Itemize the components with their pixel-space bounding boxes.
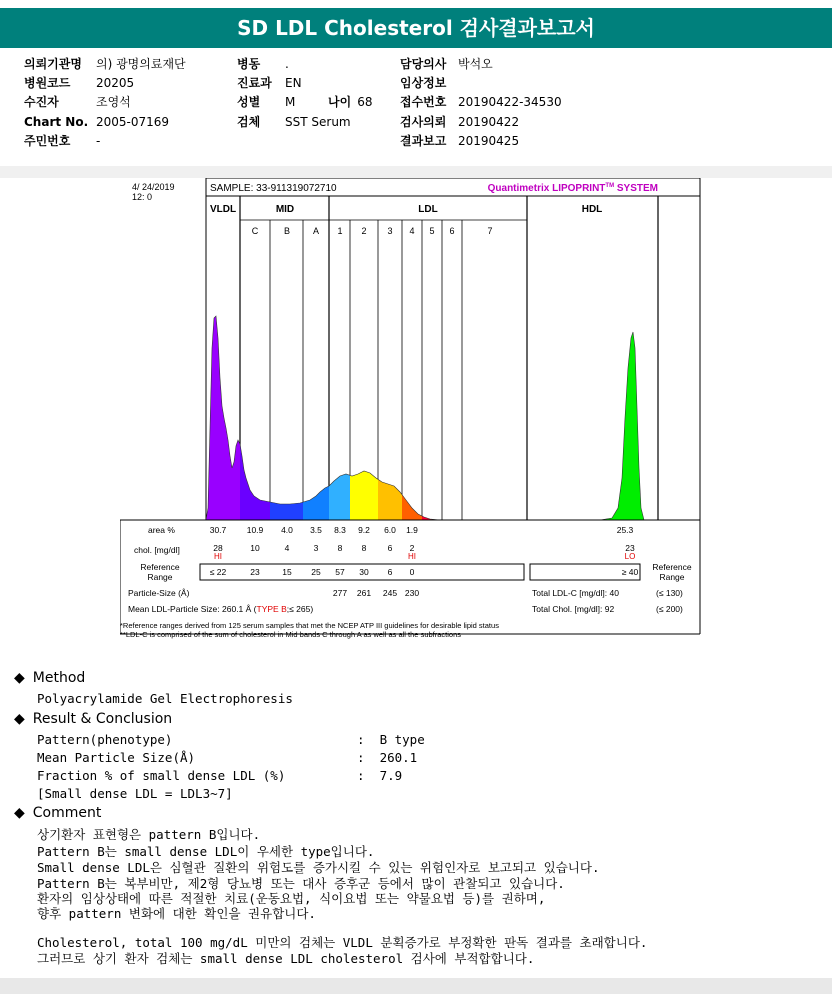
comment-line: 그러므로 상기 환자 검체는 small dense LDL cholesterol 검사에 부적합합니다.: [37, 951, 535, 966]
info-id-number: 주민번호 -: [24, 134, 101, 148]
chart-brand: Quantimetrix LIPOPRINT™ SYSTEM: [487, 183, 658, 194]
chol-value: 2: [409, 543, 415, 553]
result-line-fraction: Fraction % of small dense LDL (%) : 7.9: [37, 768, 403, 783]
info-chart-no: Chart No. 2005-07169: [24, 115, 170, 129]
report-title: SD LDL Cholesterol 검사결과보고서: [0, 8, 832, 48]
footnote-2: **LDL-C is comprised of the sum of cholesterol in Mid bands C through A as well as all the subfractions: [120, 630, 462, 639]
area-label: area %: [148, 525, 175, 535]
chart-date: 4/ 24/2019: [132, 182, 175, 192]
method-text: Polyacrylamide Gel Electrophoresis: [37, 691, 293, 706]
info-request-date: 검사의뢰 20190422: [400, 115, 520, 129]
subband-label: A: [312, 226, 320, 236]
subband-labels: [252, 226, 493, 236]
footnote-1: *Reference ranges derived from 125 serum samples that met the NCEP ATP III guidelines for desirable lipid status: [120, 621, 499, 630]
area-value: 6.0: [384, 525, 396, 535]
ref-value: 57: [335, 567, 345, 577]
chol-value: 8: [337, 543, 343, 553]
band-dividers: [240, 196, 658, 520]
info-sex: 성별 M: [237, 95, 296, 109]
profile-outline: [206, 316, 658, 520]
particle-value: 277: [332, 588, 348, 598]
comment-line: 향후 pattern 변화에 대한 확인을 권유합니다.: [37, 906, 316, 921]
group-labels: [210, 204, 602, 215]
info-report-date: 결과보고 20190425: [400, 134, 520, 148]
subband-label: 4: [409, 226, 415, 236]
ref-value: 23: [250, 567, 260, 577]
total-ldl-ref: (≤ 130): [656, 588, 683, 598]
info-doctor: 담당의사 박석오: [400, 57, 493, 71]
chol-value: 4: [284, 543, 290, 553]
profile-band-fill: [462, 196, 527, 520]
diamond-bullet-icon: ◆: [14, 711, 25, 727]
ref-value: 30: [359, 567, 369, 577]
subband-label: 3: [387, 226, 393, 236]
area-value: 1.9: [406, 525, 418, 535]
total-chol: Total Chol. [mg/dl]: 92: [532, 604, 615, 614]
group-label-ldl: LDL: [418, 204, 438, 215]
chol-flag: HI: [214, 552, 222, 561]
lipid-profile-curve: [206, 196, 658, 520]
chol-value: 6: [387, 543, 393, 553]
profile-band-fill: [206, 196, 240, 520]
comment-heading: ◆ Comment: [14, 805, 102, 821]
bottom-band: [0, 978, 832, 994]
hdl-chol-value: 23: [625, 543, 635, 553]
ref-label-2: Range: [147, 572, 173, 582]
profile-band-fill: [422, 196, 442, 520]
area-value: 8.3: [334, 525, 346, 535]
hdl-area-value: 25.3: [616, 525, 634, 535]
ref-label-1: Reference: [140, 562, 180, 572]
lipoprint-chart: [120, 178, 701, 638]
group-label-vldl: VLDL: [209, 204, 237, 215]
subband-label: 1: [337, 226, 343, 236]
hdl-ref-label-2: Range: [659, 572, 685, 582]
ref-value: 15: [282, 567, 292, 577]
profile-band-fill: [350, 196, 378, 520]
profile-band-fill: [378, 196, 402, 520]
comment-line: Small dense LDL은 심혈관 질환의 위험도를 증가시킬 수 있는 위험인자로 보고되고 있습니다.: [37, 860, 600, 875]
diamond-bullet-icon: ◆: [14, 805, 25, 821]
chol-label: chol. [mg/dl]: [134, 545, 180, 555]
particle-value: 245: [382, 588, 398, 598]
info-clinical: 임상정보: [400, 76, 447, 90]
result-line-size: Mean Particle Size(Å) : 260.1: [37, 750, 418, 765]
subband-label: 2: [361, 226, 367, 236]
chol-flag: HI: [408, 552, 416, 561]
area-value: 3.5: [310, 525, 322, 535]
separator-band: [0, 166, 832, 178]
particle-value: 261: [356, 588, 372, 598]
comment-line: Pattern B는 복부비만, 제2형 당뇨병 또는 대사 증후군 등에서 많이 관찰되고 있습니다.: [37, 876, 565, 891]
area-value: 30.7: [209, 525, 227, 535]
comment-line: Cholesterol, total 100 mg/dL 미만의 검체는 VLDL 분획증가로 부정확한 판독 결과를 초래합니다.: [37, 935, 648, 950]
area-value: 9.2: [358, 525, 370, 535]
subband-label: C: [251, 226, 259, 236]
ref-value: 25: [311, 567, 321, 577]
profile-band-fill: [303, 196, 329, 520]
area-value: 10.9: [246, 525, 264, 535]
total-ldl: Total LDL-C [mg/dl]: 40: [532, 588, 619, 598]
subband-label: 6: [449, 226, 455, 236]
particle-label: Particle-Size (Å): [128, 588, 190, 598]
comment-line: Pattern B는 small dense LDL이 우세한 type입니다.: [37, 844, 375, 859]
method-heading: ◆ Method: [14, 670, 86, 686]
profile-band-fill: [442, 196, 462, 520]
hdl-chol-flag: LO: [624, 552, 636, 561]
comment-line: 상기환자 표현형은 pattern B입니다.: [37, 827, 261, 842]
result-note: [Small dense LDL = LDL3~7]: [37, 786, 233, 801]
profile-band-fill: [402, 196, 422, 520]
subband-label: B: [283, 226, 291, 236]
particle-value: 230: [404, 588, 420, 598]
profile-band-fill: [329, 196, 350, 520]
subband-label: 7: [487, 226, 493, 236]
report-body: [0, 178, 832, 978]
ref-value: 0: [409, 567, 415, 577]
group-label-mid: MID: [275, 204, 295, 215]
subband-label: 5: [429, 226, 435, 236]
hdl-ref-value: ≥ 40: [621, 567, 639, 577]
info-specimen: 검체 SST Serum: [237, 115, 351, 129]
profile-band-fill: [270, 196, 303, 520]
ref-value: 6: [387, 567, 393, 577]
group-label-hdl: HDL: [581, 204, 603, 215]
info-department: 진료과 EN: [237, 76, 302, 90]
chol-value: 28: [213, 543, 223, 553]
chart-time: 12: 0: [132, 192, 153, 202]
area-value: 4.0: [281, 525, 293, 535]
result-line-pattern: Pattern(phenotype) : B type: [37, 732, 425, 747]
mean-size: Mean LDL-Particle Size: 260.1 Å (TYPE B;≤ 265): [128, 604, 314, 614]
hdl-ref-label-1: Reference: [652, 562, 692, 572]
comment-line: 환자의 임상상태에 따른 적절한 치료(운동요법, 식이요법 또는 약물요법 등)를 권하며,: [37, 891, 546, 906]
profile-band-fill: [527, 196, 658, 520]
ref-value: ≤ 22: [209, 567, 227, 577]
result-heading: ◆ Result & Conclusion: [14, 711, 173, 727]
info-hospital-code: 병원코드 20205: [24, 76, 135, 90]
info-age: 나이 68: [328, 95, 373, 109]
total-chol-ref: (≤ 200): [656, 604, 683, 614]
info-ward: 병동 .: [237, 57, 289, 71]
chol-value: 3: [313, 543, 319, 553]
chart-sample: SAMPLE: 33-911319072710: [210, 183, 337, 194]
info-patient: 수진자 조영석: [24, 95, 131, 109]
info-requester: 의뢰기관명 의) 광명의료재단: [24, 57, 186, 71]
info-receipt-no: 접수번호 20190422-34530: [400, 95, 562, 109]
chol-value: 10: [250, 543, 260, 553]
patient-info: [0, 48, 832, 167]
diamond-bullet-icon: ◆: [14, 670, 25, 686]
chol-value: 8: [361, 543, 367, 553]
